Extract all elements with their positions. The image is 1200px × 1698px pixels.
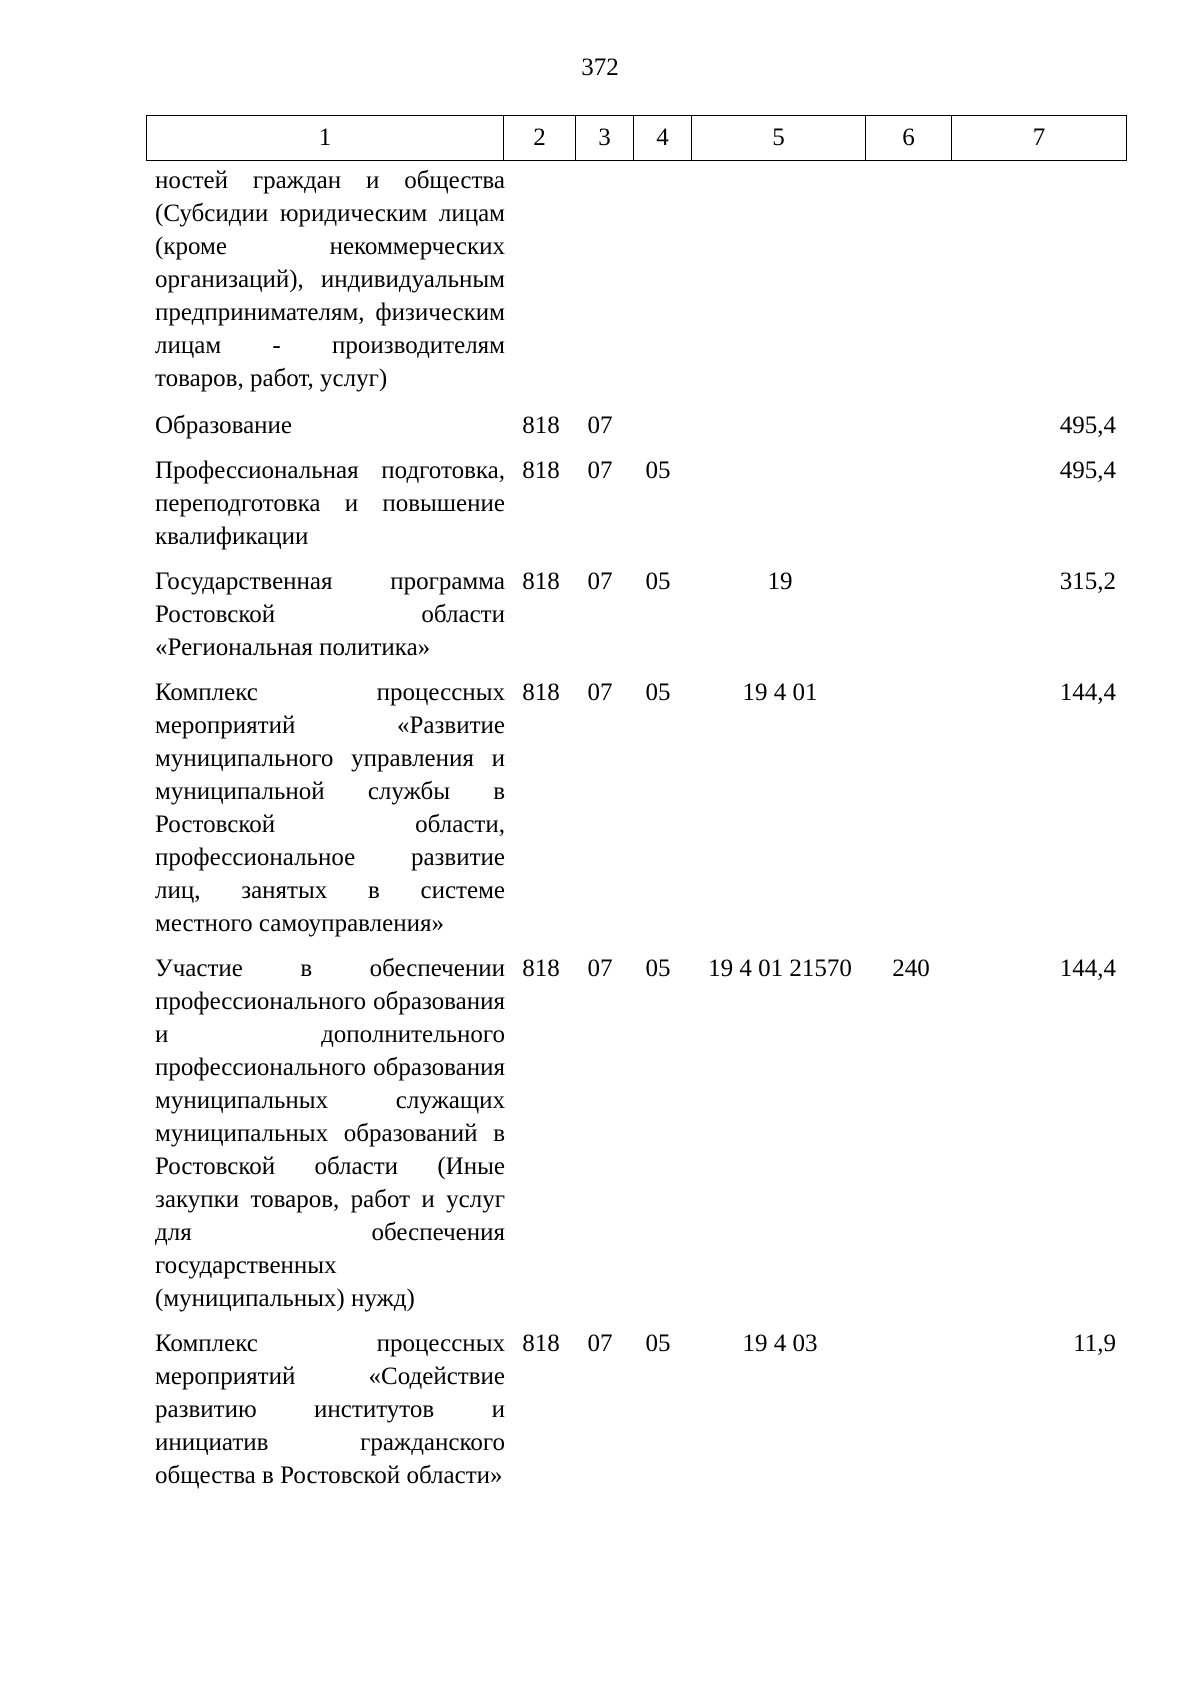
- row-section-code: 07: [587, 568, 613, 595]
- row-expense-type: 240: [892, 955, 930, 982]
- header-col-7: 7: [952, 116, 1127, 161]
- table-body: [146, 164, 1126, 1504]
- row-target-code: 19 4 03: [742, 1330, 818, 1357]
- row-name: Участие в обеспечении профессионального образования и дополнительного профессионального образования муниципальных служащих муниципальных образований в Ростовской области (Иные закупки товаров, работ и услуг для обеспечения государственных (муниципальных) нужд): [155, 955, 505, 1312]
- row-name: ностей граждан и общества (Субсидии юридическим лицам (кроме некоммерческих организаций), индивидуальным предпринимателям, физическим лицам - производителям товаров, работ, услуг): [155, 167, 505, 392]
- table-row: [146, 676, 1126, 940]
- row-subsection-code: 05: [645, 457, 671, 484]
- row-amount: 315,2: [1059, 568, 1116, 595]
- table-header: [146, 115, 1127, 161]
- row-amount: 11,9: [1073, 1330, 1116, 1357]
- row-ministry-code: 818: [522, 457, 560, 484]
- row-ministry-code: 818: [522, 679, 560, 706]
- table-row: [146, 952, 1126, 1315]
- row-ministry-code: 818: [522, 955, 560, 982]
- header-col-5: 5: [692, 116, 866, 161]
- row-amount: 495,4: [1059, 412, 1116, 439]
- row-section-code: 07: [587, 457, 613, 484]
- row-name: Профессиональная подготовка, переподготовка и повышение квалификации: [155, 457, 505, 550]
- row-subsection-code: 05: [645, 1330, 671, 1357]
- header-col-1: 1: [147, 116, 504, 161]
- row-section-code: 07: [587, 679, 613, 706]
- row-target-code: 19: [767, 568, 793, 595]
- header-col-6: 6: [866, 116, 952, 161]
- row-ministry-code: 818: [522, 1330, 560, 1357]
- row-subsection-code: 05: [645, 568, 671, 595]
- row-section-code: 07: [587, 412, 613, 439]
- table-row: [146, 164, 1126, 395]
- table-row: [146, 1327, 1126, 1492]
- row-amount: 495,4: [1059, 457, 1116, 484]
- table-row: [146, 409, 1126, 442]
- row-subsection-code: 05: [645, 679, 671, 706]
- row-name: Образование: [155, 412, 293, 439]
- row-amount: 144,4: [1059, 955, 1116, 982]
- row-name: Государственная программа Ростовской области «Региональная политика»: [155, 568, 505, 661]
- row-target-code: 19 4 01 21570: [708, 955, 852, 982]
- row-subsection-code: 05: [645, 955, 671, 982]
- header-col-4: 4: [634, 116, 692, 161]
- row-section-code: 07: [587, 955, 613, 982]
- row-ministry-code: 818: [522, 412, 560, 439]
- header-col-2: 2: [504, 116, 576, 161]
- row-section-code: 07: [587, 1330, 613, 1357]
- row-ministry-code: 818: [522, 568, 560, 595]
- header-col-3: 3: [576, 116, 634, 161]
- table-row: [146, 454, 1126, 553]
- row-target-code: 19 4 01: [742, 679, 818, 706]
- table-row: [146, 565, 1126, 664]
- page-number: 372: [581, 54, 619, 81]
- row-amount: 144,4: [1059, 679, 1116, 706]
- row-name: Комплекс процессных мероприятий «Развитие муниципального управления и муниципальной службы в Ростовской области, профессиональное развитие лиц, занятых в системе местного самоуправления»: [155, 679, 505, 937]
- row-name: Комплекс процессных мероприятий «Содействие развитию институтов и инициатив гражданского общества в Ростовской области»: [155, 1330, 505, 1489]
